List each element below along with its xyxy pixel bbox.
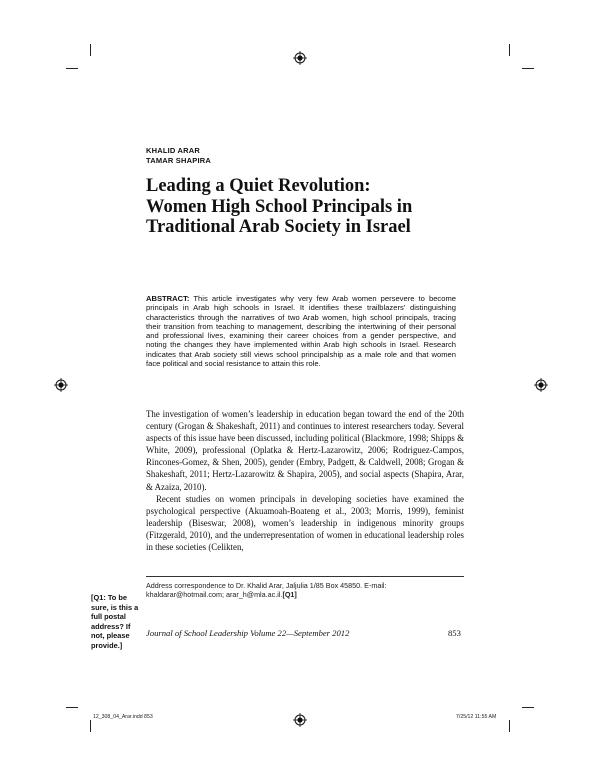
crop-mark-bottom-left-v xyxy=(90,720,91,732)
crop-mark-top-left xyxy=(66,68,78,69)
crop-mark-top-right xyxy=(522,68,534,69)
crop-mark-top-left-v xyxy=(90,44,91,56)
crop-mark-top-right-v xyxy=(509,44,510,56)
date-slug: 7/25/12 11:55 AM xyxy=(456,714,497,720)
abstract-label: ABSTRACT: xyxy=(146,294,190,303)
registration-mark-right-icon xyxy=(534,378,548,392)
title-line: Traditional Arab Society in Israel xyxy=(146,217,411,237)
article-title xyxy=(146,176,476,238)
title-line: Leading a Quiet Revolution: xyxy=(146,176,371,196)
abstract xyxy=(146,294,456,368)
footnote-rule xyxy=(146,576,464,577)
author-query-note: [Q1: To be sure, is this a full postal address? If not, please provide.] xyxy=(91,593,139,650)
author-list xyxy=(146,146,211,166)
author-name: TAMAR SHAPIRA xyxy=(146,156,211,165)
registration-mark-left-icon xyxy=(54,378,68,392)
body-paragraph: Recent studies on women principals in developing societies have examined the psychological perspective (Akuamoah-Boateng et al., 2003; Morris, 1999), feminist leadership (Biseswar, 2008), women’s leadership in indigenous minority groups (Fitzgerald, 2010), and the underrepresentation of women in educational leadership roles in these societies (Celikten, xyxy=(146,493,464,553)
file-slug: 12_308_04_Arar.indd 853 xyxy=(93,714,153,720)
crop-mark-bottom-right-v xyxy=(509,720,510,732)
correspondence-footnote xyxy=(146,581,464,600)
body-text xyxy=(146,408,464,553)
footnote-query-tag: [Q1] xyxy=(282,590,297,600)
abstract-text: This article investigates why very few Arab women persevere to become principals in Arab high schools in Israel. It identifies these trailblazers’ distinguishing characteristics through the narratives of two Arab women, high school principals, tracing their transition from teaching to management, describing the intertwining of their personal and professional lives, examining their career choices from a gender perspective, and noting the changes they have implemented within Arab high schools in Israel. Research indicates that Arab society still views school principalship as a male role and that women face political and social resistance to attain this role. xyxy=(146,294,456,369)
footnote-text: Address correspondence to Dr. Khalid Arar, Jaljulia 1/85 Box 45850. E-mail: khaldarar@hotmail.com; arar_h@mla.ac.il. xyxy=(146,581,387,600)
body-paragraph: The investigation of women’s leadership in education began toward the end of the 20th century (Grogan & Shakeshaft, 2011) and continues to interest researchers today. Several aspects of this issue have been discussed, including political (Blackmore, 1998; Shipps & White, 2009), professional (Oplatka & Hertz-Lazarowitz, 2006; Rodriguez-Campos, Rincones-Gomez, & Shen, 2005), gender (Embry, Padgett, & Caldwell, 2008; Grogan & Shakeshaft, 2011; Hertz-Lazarowitz & Shapira, 2005), and social aspects (Shapira, Arar, & Azaiza, 2010). xyxy=(146,409,464,492)
crop-mark-bottom-left xyxy=(66,707,78,708)
author-name: KHALID ARAR xyxy=(146,146,201,155)
registration-mark-bottom-icon xyxy=(293,713,307,727)
crop-mark-bottom-right xyxy=(522,707,534,708)
journal-citation: Journal of School Leadership Volume 22—September 2012 xyxy=(146,628,350,638)
title-line: Women High School Principals in xyxy=(146,196,413,217)
registration-mark-top-icon xyxy=(293,51,307,65)
page-number: 853 xyxy=(448,628,461,638)
